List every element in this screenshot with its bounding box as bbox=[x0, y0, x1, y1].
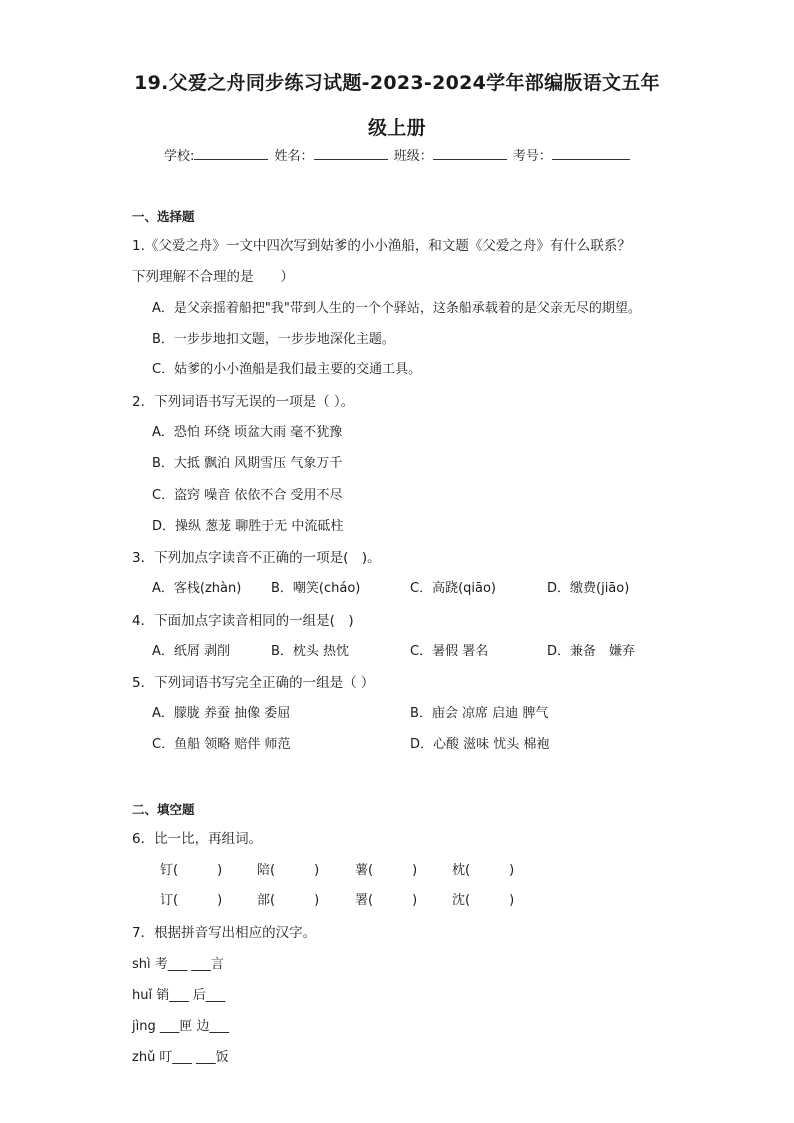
q5-option-c[interactable]: C．鱼船 领略 赔伴 师范 bbox=[152, 737, 291, 752]
q7-line[interactable]: jìng ___匣 边___ bbox=[132, 1019, 229, 1034]
q2-option-c[interactable]: C．盗窍 噪音 依依不合 受用不尽 bbox=[152, 488, 343, 503]
q6-cell[interactable]: 署( ) bbox=[355, 893, 418, 908]
q3-stem: 3．下列加点字读音不正确的一项是( )。 bbox=[132, 550, 381, 566]
q4-stem: 4．下面加点字读音相同的一组是( ) bbox=[132, 613, 354, 629]
q1-option-b[interactable]: B．一步步地扣文题，一步步地深化主题。 bbox=[152, 332, 395, 347]
q4-option-b[interactable]: B．枕头 热忱 bbox=[271, 644, 350, 659]
q4-option-d[interactable]: D．兼备 嫌弃 bbox=[547, 644, 636, 659]
q2-option-d[interactable]: D．操纵 葱茏 聊胜于无 中流砥柱 bbox=[152, 519, 344, 534]
q3-option-a[interactable]: A．客栈(zhàn) bbox=[152, 581, 242, 596]
class-blank[interactable] bbox=[433, 146, 507, 160]
q2-option-a[interactable]: A．恐怕 环绕 顷盆大雨 毫不犹豫 bbox=[152, 425, 343, 440]
q2-option-b[interactable]: B．大抵 飘泊 风期雪压 气象万千 bbox=[152, 456, 343, 471]
name-label: 姓名： bbox=[274, 149, 314, 164]
q7-line[interactable]: shì 考___ ___言 bbox=[132, 957, 224, 972]
page-title-line1: 19.父爱之舟同步练习试题-2023-2024学年部编版语文五年 bbox=[134, 72, 660, 94]
number-label: 考号： bbox=[512, 149, 552, 164]
q3-option-c[interactable]: C．高跷(qiāo) bbox=[410, 581, 497, 596]
q6-cell[interactable]: 钉( ) bbox=[160, 863, 223, 878]
q6-cell[interactable]: 薯( ) bbox=[355, 863, 418, 878]
student-info bbox=[164, 145, 632, 164]
q3-option-d[interactable]: D．缴费(jiāo) bbox=[547, 581, 630, 596]
q5-stem: 5．下列词语书写完全正确的一组是（ ） bbox=[132, 675, 375, 691]
q1-option-a[interactable]: A．是父亲摇着船把"我"带到人生的一个个驿站，这条船承载着的是父亲无尽的期望。 bbox=[152, 301, 641, 316]
q7-line[interactable]: huǐ 销___ 后___ bbox=[132, 988, 226, 1003]
q5-option-b[interactable]: B．庙会 凉席 启迪 脾气 bbox=[410, 706, 549, 721]
q6-cell[interactable]: 订( ) bbox=[160, 893, 223, 908]
section1-heading: 一、选择题 bbox=[132, 209, 195, 224]
q4-option-a[interactable]: A．纸屑 剥削 bbox=[152, 644, 231, 659]
class-label: 班级： bbox=[393, 149, 433, 164]
section2-heading: 二、填空题 bbox=[132, 802, 195, 817]
page-title-line2: 级上册 bbox=[368, 117, 426, 139]
name-blank[interactable] bbox=[314, 146, 388, 160]
q7-stem: 7．根据拼音写出相应的汉字。 bbox=[132, 925, 317, 941]
q1-stem-line2: 下列理解不合理的是 ） bbox=[132, 269, 294, 285]
school-blank[interactable] bbox=[194, 146, 268, 160]
q6-cell[interactable]: 陪( ) bbox=[257, 863, 320, 878]
q6-cell[interactable]: 部( ) bbox=[257, 893, 320, 908]
q6-cell[interactable]: 沈( ) bbox=[452, 893, 515, 908]
q4-option-c[interactable]: C．暑假 署名 bbox=[410, 644, 489, 659]
q2-stem: 2．下列词语书写无误的一项是（ ）。 bbox=[132, 394, 355, 410]
q5-option-a[interactable]: A．朦胧 养蚕 抽像 委屈 bbox=[152, 706, 291, 721]
q1-option-c[interactable]: C．姑爹的小小渔船是我们最主要的交通工具。 bbox=[152, 362, 422, 377]
q7-line[interactable]: zhǔ 叮___ ___饭 bbox=[132, 1050, 229, 1065]
q6-stem: 6．比一比，再组词。 bbox=[132, 831, 263, 847]
q5-option-d[interactable]: D．心酸 滋味 忧头 棉袍 bbox=[410, 737, 550, 752]
q1-stem-line1: 1.《父爱之舟》一文中四次写到姑爹的小小渔船，和文题《父爱之舟》有什么联系？ bbox=[132, 238, 631, 254]
number-blank[interactable] bbox=[552, 146, 630, 160]
q6-cell[interactable]: 枕( ) bbox=[452, 863, 515, 878]
school-label: 学校: bbox=[164, 149, 195, 164]
q3-option-b[interactable]: B．嘲笑(cháo) bbox=[271, 581, 361, 596]
